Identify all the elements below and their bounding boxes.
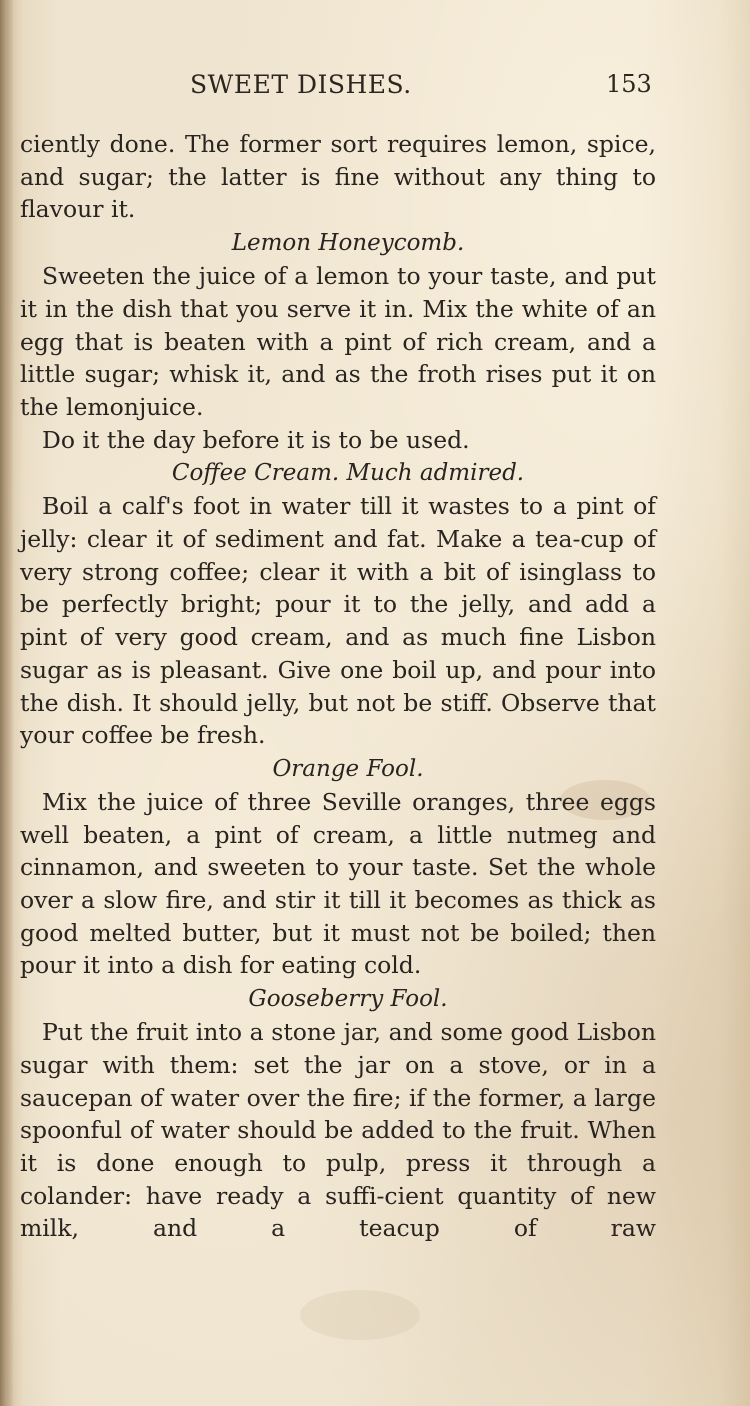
page-body (20, 128, 656, 1245)
paragraph-continuation: ciently done. The former sort requires lemon, spice, and sugar; the latter is fine without any thing to flavour it. (20, 130, 656, 224)
page-number: 153 (606, 70, 652, 98)
recipe-text-coffee-cream: Boil a calf's foot in water till it wastes to a pint of jelly: clear it of sediment and fat. Make a tea-cup of very strong coffee; clear it with a bit of isinglass to be perfectly bright; pour it to the jelly, and add a pint of very good cream, and as much fine Lisbon sugar as is pleasant. Give one boil up, and pour into the dish. It should jelly, but not be stiff. Observe that your coffee be fresh. (20, 492, 656, 750)
recipe-text-lemon-honeycomb: Sweeten the juice of a lemon to your taste, and put it in the dish that you serve it in. Mix the white of an egg that is beaten with a pint of rich cream, and a little sugar; whisk it, and as the froth rises put it on the lemonjuice. (20, 262, 656, 421)
recipe-heading-lemon-honeycomb: Lemon Honeycomb. (231, 230, 465, 257)
paper-stain (300, 1290, 420, 1340)
running-head: SWEET DISHES. (190, 70, 412, 99)
recipe-note-lemon-honeycomb: Do it the day before it is to be used. (42, 425, 470, 454)
recipe-text-orange-fool: Mix the juice of three Seville oranges, three eggs well beaten, a pint of cream, a little nutmeg and cinnamon, and sweeten to your taste. Set the whole over a slow fire, and stir it till it becomes as thick as good melted butter, but it must not be boiled; then pour it into a dish for eating cold. (20, 787, 656, 980)
page-header (0, 66, 750, 106)
page-gutter-shadow (0, 0, 14, 1406)
recipe-text-gooseberry-fool: Put the fruit into a stone jar, and some good Lisbon sugar with them: set the jar on a stove, or in a saucepan of water over the fire; if the former, a large spoonful of water should be added to the fruit. When it is done enough to pulp, press it through a colander: have ready a suffi-cient quantity of new milk, and a teacup of raw (20, 1018, 656, 1243)
recipe-heading-coffee-cream: Coffee Cream. Much admired. (171, 460, 525, 487)
recipe-heading-orange-fool: Orange Fool. (272, 755, 424, 782)
recipe-heading-gooseberry-fool: Gooseberry Fool. (248, 986, 448, 1013)
